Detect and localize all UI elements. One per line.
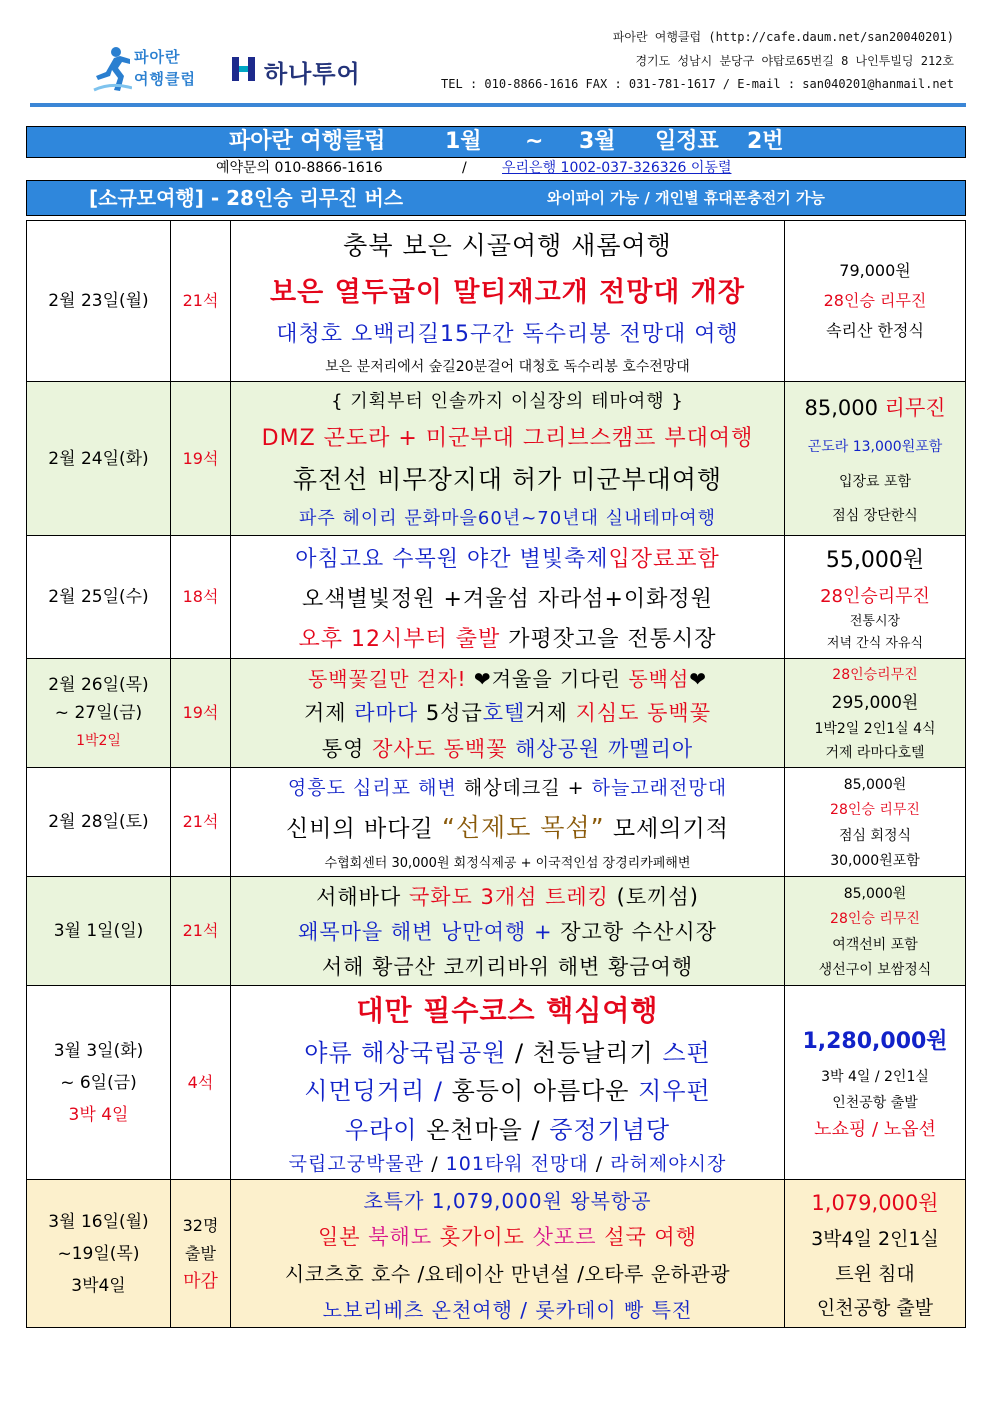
itinerary-line: 보은 분저리에서 숲길20분걸어 대청호 독수리봉 호수전망대 xyxy=(325,359,690,375)
itinerary-line xyxy=(318,1221,697,1251)
seats-text: 19석 xyxy=(182,448,219,468)
date-cell xyxy=(27,659,171,767)
itinerary-text: 입장료포함 xyxy=(608,546,720,572)
price-text: 점심 장단한식 xyxy=(832,507,918,524)
price-text: 전통시장 xyxy=(849,614,901,630)
price-text: 생선구이 보쌈정식 xyxy=(818,962,932,979)
itinerary-line xyxy=(322,733,693,763)
itinerary-text: 신비의 바다길 xyxy=(286,816,434,842)
seats-text: 21석 xyxy=(182,812,219,831)
price-text: 노쇼핑 / 노옵션 xyxy=(814,1118,936,1140)
date-cell xyxy=(27,221,171,381)
date-cell xyxy=(27,768,171,876)
price-cell xyxy=(785,382,965,535)
itinerary-text: 홋가이도 xyxy=(439,1224,525,1249)
banner-club: 파아란 여행클럽 xyxy=(229,129,386,154)
itinerary-text: 지심도 동백꽃 xyxy=(575,701,711,726)
price-text: 여객선비 포함 xyxy=(832,936,918,953)
seats-cell xyxy=(171,768,231,876)
itinerary-text: 장사도 동백꽃 xyxy=(372,737,508,762)
small-group-banner xyxy=(26,180,966,216)
small-group-label: [소규모여행] - 28인승 리무진 버스 xyxy=(89,186,404,210)
date-cell xyxy=(27,536,171,658)
itinerary-text: 동백꽃길만 걷자! xyxy=(307,666,467,691)
seats-text: 21석 xyxy=(182,291,219,310)
itinerary-line xyxy=(286,808,729,844)
date-text: 3월 1일(일) xyxy=(53,921,144,941)
itinerary-line xyxy=(289,1149,727,1176)
date-text: 2월 25일(수) xyxy=(48,587,149,607)
itinerary-text: / xyxy=(431,1153,439,1176)
price-cell xyxy=(785,986,965,1179)
banner-number: 2번 xyxy=(747,129,784,154)
itinerary-cell xyxy=(231,768,785,876)
header-divider xyxy=(30,103,966,107)
price-text: 85,000 xyxy=(804,396,878,421)
itinerary-line xyxy=(316,881,699,911)
itinerary-text: 국화도 3개섬 트레킹 xyxy=(408,884,609,909)
heart-icon: ❤ xyxy=(473,666,492,691)
price-cell xyxy=(785,877,965,985)
price-text: 3박 4일 / 2인1실 xyxy=(821,1068,929,1085)
itinerary-text: 영흥도 십리포 해변 xyxy=(287,777,457,799)
price-text: 55,000원 xyxy=(825,547,925,573)
seats-cell xyxy=(171,1180,231,1327)
itinerary-text: 가평잣고을 전통시장 xyxy=(508,626,717,652)
date-text: 3월 16일(월) xyxy=(48,1211,149,1232)
seats-text: 출발 xyxy=(185,1243,216,1263)
price-text: 1박2일 2인1실 4식 xyxy=(814,720,936,737)
hanatour-text: 하나투어 xyxy=(264,60,361,88)
itinerary-cell xyxy=(231,1180,785,1327)
itinerary-line xyxy=(295,542,720,573)
itinerary-line xyxy=(304,697,711,727)
booking-phone: 예약문의 010-8866-1616 xyxy=(216,160,383,176)
itinerary-text: 스펀 xyxy=(662,1038,711,1067)
table-row xyxy=(26,382,966,536)
price-cell xyxy=(785,1180,965,1327)
itinerary-text: 국립고궁박물관 xyxy=(288,1153,425,1176)
itinerary-line: 오색별빛정원 +겨울섬 자라섬+이화정원 xyxy=(302,586,713,612)
price-text: 인천공항 출발 xyxy=(816,1297,934,1320)
price-text: 점심 회정식 xyxy=(838,827,912,844)
seats-cell xyxy=(171,986,231,1179)
itinerary-text: “선제도 목섬” xyxy=(441,813,605,842)
itinerary-text: / 천등날리기 xyxy=(515,1038,654,1067)
itinerary-text: (토끼섬) xyxy=(616,884,699,909)
club-url: 파아란 여행클럽 (http://cafe.daum.net/san20040201) xyxy=(612,30,954,44)
banner-title: 일정표 xyxy=(655,129,719,154)
banner-month-end: 3월 xyxy=(579,129,616,154)
price-text: 28인승리무진 xyxy=(832,667,918,684)
itinerary-text: / xyxy=(595,1153,604,1176)
date-text: 3박 4일 xyxy=(68,1104,129,1125)
itinerary-text: 통영 xyxy=(321,737,365,762)
club-address: 경기도 성남시 분당구 야탑로65번길 8 나인투빌딩 212호 xyxy=(635,54,954,68)
itinerary-text: 야류 해상국립공원 xyxy=(304,1038,507,1067)
itinerary-cell xyxy=(231,986,785,1179)
date-cell xyxy=(27,877,171,985)
itinerary-text: 장고항 수산시장 xyxy=(560,919,717,944)
date-text: ~19일(목) xyxy=(57,1243,140,1264)
itinerary-line: 보은 열두굽이 말티재고개 전망대 개장 xyxy=(270,277,745,308)
itinerary-text: 북해도 xyxy=(368,1224,433,1249)
paaran-club-logo xyxy=(90,40,210,98)
itinerary-text: 시먼딩거리 / xyxy=(304,1077,443,1106)
price-text: 295,000원 xyxy=(831,693,919,714)
seats-cell xyxy=(171,877,231,985)
itinerary-cell xyxy=(231,382,785,535)
price-cell xyxy=(785,768,965,876)
itinerary-text: 해상데크길 + xyxy=(463,777,585,799)
seats-text: 32명 xyxy=(182,1215,219,1235)
table-row xyxy=(26,768,966,877)
booking-sep: / xyxy=(462,160,467,176)
itinerary-text: 일본 xyxy=(317,1224,361,1249)
banner-tilde: ~ xyxy=(525,129,544,154)
itinerary-line: { 기획부터 인솔까지 이실장의 테마여행 } xyxy=(331,391,684,412)
price-text: 1,280,000원 xyxy=(802,1028,948,1054)
table-row xyxy=(26,877,966,986)
seats-text: 18석 xyxy=(182,587,219,606)
price-text: 85,000원 xyxy=(843,885,907,902)
table-row xyxy=(26,536,966,659)
itinerary-text: 동백섬 xyxy=(628,666,690,691)
itinerary-text: 라마다 xyxy=(354,701,419,726)
itinerary-line xyxy=(304,1071,710,1106)
date-text: 2월 26일(목) xyxy=(48,675,149,695)
itinerary-text: 서해바다 xyxy=(316,884,402,909)
price-text: 저녁 간식 자유식 xyxy=(826,636,924,652)
date-text: 3박4일 xyxy=(71,1275,126,1296)
seats-cell xyxy=(171,382,231,535)
itinerary-text: 모세의기적 xyxy=(612,816,729,842)
price-text: 30,000원포함 xyxy=(830,853,920,870)
price-text: 트윈 침대 xyxy=(835,1262,915,1285)
itinerary-line xyxy=(298,916,717,946)
price-text: 28인승 리무진 xyxy=(830,802,920,819)
seats-closed-text: 마감 xyxy=(183,1270,218,1292)
itinerary-line: 충북 보은 시골여행 새롬여행 xyxy=(343,231,672,260)
seats-text: 4석 xyxy=(187,1072,214,1092)
price-text: 28인승 리무진 xyxy=(830,911,920,928)
hanatour-h-icon xyxy=(230,54,258,84)
price-text: 28인승리무진 xyxy=(820,585,930,607)
date-text: ~ 27일(금) xyxy=(54,703,143,723)
itinerary-text: 101타워 전망대 xyxy=(445,1153,589,1176)
price-text: 3박4일 2인1실 xyxy=(811,1228,939,1251)
itinerary-text: 왜목마을 해변 낭만여행 + xyxy=(298,919,553,944)
itinerary-line: DMZ 곤도라 + 미군부대 그리브스캠프 부대여행 xyxy=(261,426,754,451)
itinerary-line: 초특가 1,079,000원 왕복항공 xyxy=(363,1188,652,1213)
seats-cell xyxy=(171,659,231,767)
itinerary-text: 중정기념당 xyxy=(549,1116,671,1145)
seats-text: 19석 xyxy=(182,703,219,722)
itinerary-text: 하늘고래전망대 xyxy=(591,777,728,799)
schedule-table xyxy=(26,220,966,1328)
itinerary-cell xyxy=(231,536,785,658)
itinerary-line xyxy=(304,1033,710,1068)
logo-text-line1: 파아란 xyxy=(134,48,181,66)
date-text: 2월 23일(월) xyxy=(48,291,149,311)
price-text: 28인승 리무진 xyxy=(823,291,927,310)
itinerary-text: 온천마을 / xyxy=(426,1116,541,1145)
seats-cell xyxy=(171,536,231,658)
itinerary-text: 홍등이 아름다운 xyxy=(451,1077,630,1106)
itinerary-line: 서해 황금산 코끼리바위 해변 황금여행 xyxy=(321,955,694,980)
page-header xyxy=(0,0,992,110)
itinerary-text: 거제 xyxy=(304,701,347,726)
table-row xyxy=(26,220,966,382)
booking-bank: 우리은행 1002-037-326326 이동렬 xyxy=(502,160,732,176)
date-text: 3월 3일(화) xyxy=(53,1040,144,1061)
schedule-banner xyxy=(26,126,966,158)
itinerary-text: 겨울을 기다린 xyxy=(491,666,621,691)
itinerary-text: 아침고요 수목원 야간 별빛축제 xyxy=(295,546,609,572)
itinerary-line xyxy=(298,622,716,653)
table-row xyxy=(26,659,966,768)
date-cell xyxy=(27,1180,171,1327)
price-text: 곤도라 13,000원포함 xyxy=(807,439,943,456)
itinerary-line xyxy=(308,663,707,692)
banner-month-start: 1월 xyxy=(445,129,482,154)
table-row xyxy=(26,986,966,1180)
itinerary-text: 삿포르 xyxy=(532,1224,597,1249)
runner-figure-icon xyxy=(92,46,132,92)
date-text: 1박2일 xyxy=(76,733,121,749)
price-text: 입장료 포함 xyxy=(838,473,912,490)
price-cell xyxy=(785,536,965,658)
itinerary-line: 대청호 오백리길15구간 독수리봉 전망대 여행 xyxy=(276,322,739,347)
price-text: 1,079,000원 xyxy=(811,1190,939,1215)
price-text: 리무진 xyxy=(884,396,946,421)
itinerary-line: 수협회센터 30,000원 회정식제공 + 이국적인섬 장경리카페해변 xyxy=(324,856,691,871)
itinerary-text: 호텔 xyxy=(482,701,526,726)
date-text: 2월 24일(화) xyxy=(48,448,149,469)
itinerary-line: 파주 헤이리 문화마을60년~70년대 실내테마여행 xyxy=(298,508,717,529)
itinerary-cell xyxy=(231,659,785,767)
itinerary-text: 우라이 xyxy=(344,1116,418,1145)
logo-text-line2: 여행클럽 xyxy=(134,70,196,88)
itinerary-cell xyxy=(231,221,785,381)
itinerary-text: 5성급 xyxy=(425,701,483,726)
date-text: 2월 28일(토) xyxy=(48,812,149,832)
itinerary-line: 휴전선 비무장지대 허가 미군부대여행 xyxy=(292,465,723,494)
price-line xyxy=(804,392,945,422)
price-cell xyxy=(785,659,965,767)
itinerary-text: 거제 xyxy=(525,701,568,726)
itinerary-text: 오후 12시부터 출발 xyxy=(298,626,501,652)
booking-line xyxy=(26,157,966,179)
seats-cell xyxy=(171,221,231,381)
date-cell xyxy=(27,986,171,1179)
small-group-extra: 와이파이 가능 / 개인별 휴대폰충전기 가능 xyxy=(547,189,825,207)
itinerary-line: 대만 필수코스 핵심여행 xyxy=(356,993,659,1027)
price-text: 79,000원 xyxy=(839,261,911,280)
itinerary-text: 라허제야시장 xyxy=(610,1153,727,1176)
itinerary-text: 해상공원 까멜리아 xyxy=(515,737,694,762)
itinerary-line: 노보리베츠 온천여행 / 롯카데이 빵 특전 xyxy=(322,1297,693,1322)
price-text: 인천공항 출발 xyxy=(832,1094,918,1111)
itinerary-line xyxy=(345,1110,670,1145)
date-text: ~ 6일(금) xyxy=(60,1072,137,1093)
price-text: 속리산 한정식 xyxy=(826,321,924,340)
itinerary-text: 지우펀 xyxy=(638,1077,711,1106)
heart-icon: ❤ xyxy=(689,666,708,691)
price-text: 거제 라마다호텔 xyxy=(825,744,925,761)
date-cell xyxy=(27,382,171,535)
seats-text: 21석 xyxy=(182,921,219,940)
club-contact: TEL : 010-8866-1616 FAX : 031-781-1617 / E-mail : san040201@hanmail.net xyxy=(441,77,954,91)
itinerary-line xyxy=(288,773,727,800)
itinerary-text: 설국 여행 xyxy=(604,1224,698,1249)
table-row xyxy=(26,1180,966,1328)
itinerary-cell xyxy=(231,877,785,985)
itinerary-line: 시코츠호 호수 /요테이산 만년설 /오타루 운하관광 xyxy=(284,1261,731,1286)
price-cell xyxy=(785,221,965,381)
price-text: 85,000원 xyxy=(843,776,907,793)
